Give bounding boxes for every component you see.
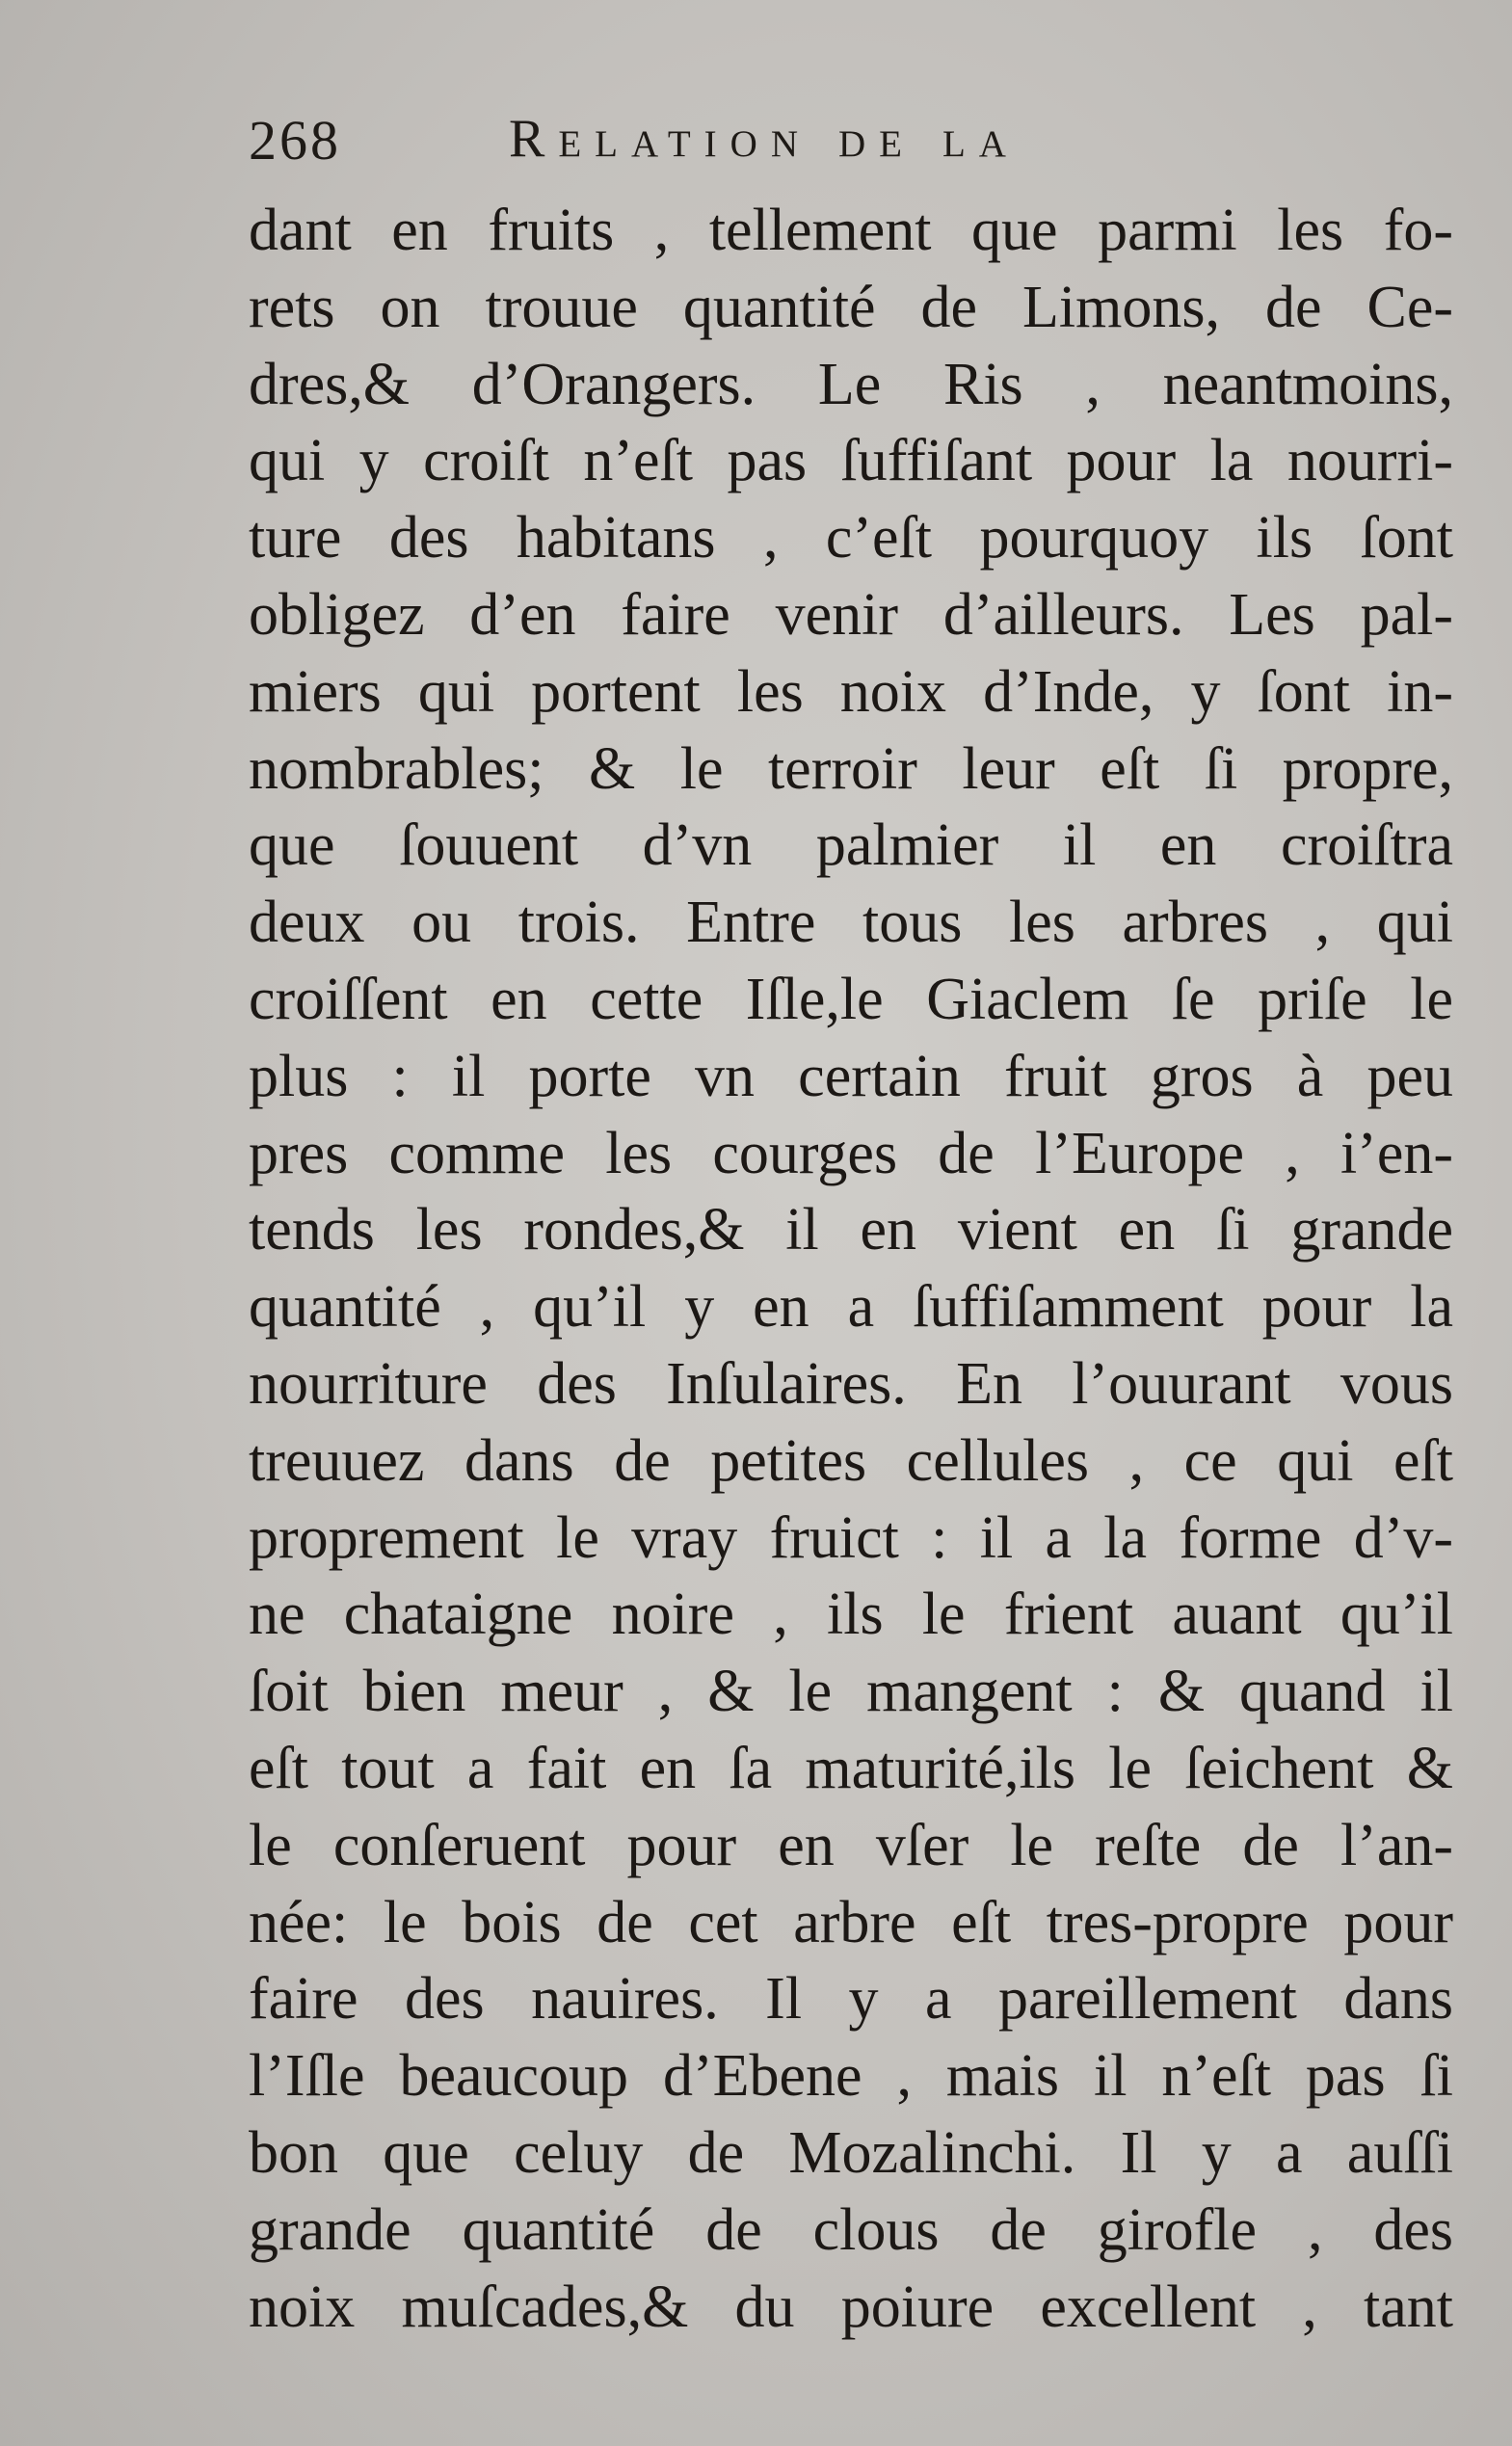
text-line: nourriture des Inſulaires. En l’ouurant vous: [249, 1350, 1453, 1417]
text-line: qui y croiſt n’eſt pas ſuffiſant pour la nourri-: [249, 428, 1453, 494]
page-number: 268: [249, 109, 341, 172]
text-line: quantité , qu’il y en a ſuffiſamment pour la: [249, 1274, 1453, 1341]
text-line: née: le bois de cet arbre eſt tres-propre pour: [249, 1889, 1453, 1955]
text-line: miers qui portent les noix d’Inde, y ſont in-: [249, 658, 1453, 725]
text-line: le conſeruent pour en vſer le reſte de l’an-: [249, 1812, 1453, 1878]
text-line: tends les rondes,& il en vient en ſi grande: [249, 1197, 1453, 1263]
text-line: nombrables; & le terroir leur eſt ſi propre,: [249, 735, 1453, 802]
running-title: Relation de la: [509, 109, 1020, 169]
page-header: [249, 108, 1212, 195]
text-line: deux ou trois. Entre tous les arbres , qui: [249, 890, 1453, 956]
text-line: que ſouuent d’vn palmier il en croiſtra: [249, 812, 1453, 879]
text-line: eſt tout a fait en ſa maturité,ils le ſeichent &: [249, 1735, 1453, 1801]
text-line: obligez d’en faire venir d’ailleurs. Les pal-: [249, 581, 1453, 648]
text-line: l’Iſle beaucoup d’Ebene , mais il n’eſt pas ſi: [249, 2043, 1453, 2110]
text-line: ne chataigne noire , ils le frient auant qu’il: [249, 1582, 1453, 1648]
text-line: pres comme les courges de l’Europe , i’en-: [249, 1120, 1453, 1186]
text-line: treuuez dans de petites cellules , ce qui eſt: [249, 1427, 1453, 1494]
text-line: rets on trouue quantité de Limons, de Ce-: [249, 274, 1453, 340]
text-line: dant en fruits , tellement que parmi les fo-: [249, 198, 1453, 263]
text-line: grande quantité de clous de girofle , des: [249, 2196, 1453, 2263]
text-line: noix muſcades,& du poiure excellent , tant: [249, 2273, 1453, 2340]
text-line: dres,& d’Orangers. Le Ris , neantmoins,: [249, 351, 1453, 417]
text-line: ture des habitans , c’eſt pourquoy ils ſont: [249, 505, 1453, 572]
text-line: faire des nauires. Il y a pareillement dans: [249, 1966, 1453, 2033]
text-line: bon que celuy de Mozalinchi. Il y a auſſi: [249, 2119, 1453, 2186]
body-text: [249, 193, 1453, 2346]
text-line: croiſſent en cette Iſle,le Giaclem ſe priſe le: [249, 966, 1453, 1032]
text-line: ſoit bien meur , & le mangent : & quand il: [249, 1659, 1453, 1725]
text-line: plus : il porte vn certain fruit gros à peu: [249, 1043, 1453, 1109]
text-line: proprement le vray fruict : il a la forme d’v-: [249, 1504, 1453, 1571]
